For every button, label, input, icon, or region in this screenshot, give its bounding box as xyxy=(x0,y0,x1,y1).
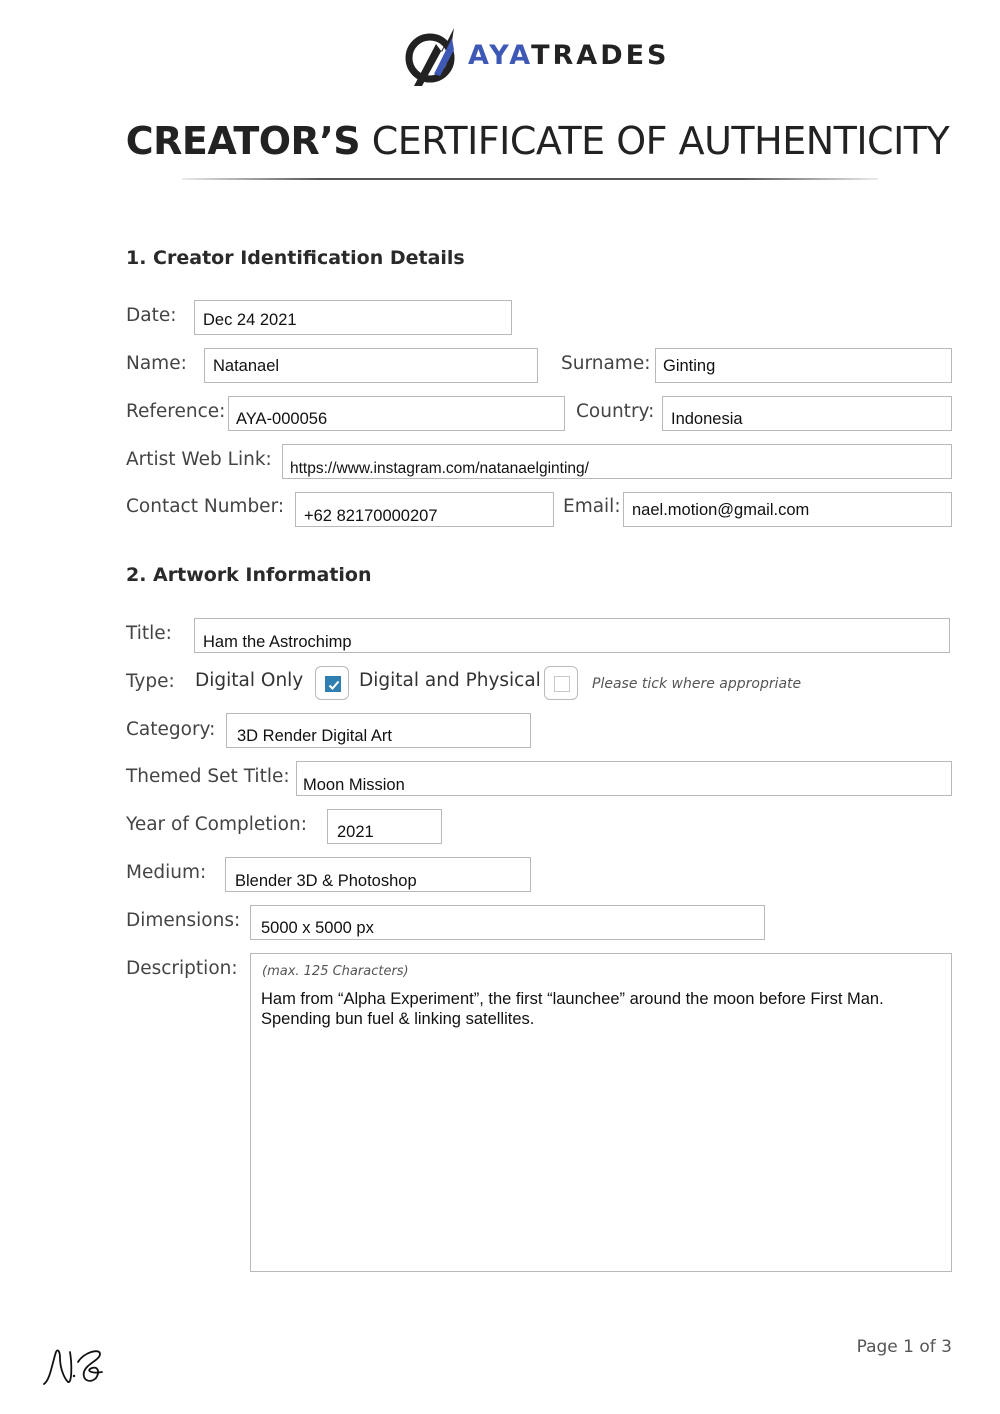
year-of-completion-value: 2021 xyxy=(337,823,374,841)
medium-label: Medium: xyxy=(126,862,207,883)
reference-label: Reference: xyxy=(126,401,226,422)
document-title-regular: CERTIFICATE OF AUTHENTICITY xyxy=(360,119,950,163)
title-divider xyxy=(182,178,878,180)
artist-web-link-label: Artist Web Link: xyxy=(126,449,272,470)
country-value: Indonesia xyxy=(671,410,743,428)
medium-value: Blender 3D & Photoshop xyxy=(235,872,417,890)
themed-set-title-field[interactable] xyxy=(296,761,952,796)
title-field[interactable] xyxy=(194,618,950,653)
digital-only-checkbox-box xyxy=(325,676,341,692)
artist-web-link-value: https://www.instagram.com/natanaelginting/ xyxy=(290,460,589,477)
medium-field[interactable] xyxy=(225,857,531,892)
dimensions-value: 5000 x 5000 px xyxy=(261,919,374,937)
reference-value: AYA-000056 xyxy=(236,410,328,428)
country-field[interactable] xyxy=(662,396,952,431)
description-label: Description: xyxy=(126,958,238,979)
year-of-completion-field[interactable] xyxy=(327,809,442,844)
type-hint: Please tick where appropriate xyxy=(592,676,802,692)
contact-number-label: Contact Number: xyxy=(126,496,285,517)
brand-name xyxy=(468,40,670,72)
themed-set-title-label: Themed Set Title: xyxy=(126,766,290,787)
category-value: 3D Render Digital Art xyxy=(237,727,392,745)
type-digital-only-label: Digital Only xyxy=(195,670,304,691)
digital-only-checkbox[interactable] xyxy=(315,666,349,700)
digital-physical-checkbox[interactable] xyxy=(544,666,578,700)
type-label: Type: xyxy=(126,671,175,692)
dimensions-field[interactable] xyxy=(250,905,765,940)
email-label: Email: xyxy=(563,496,621,517)
contact-number-value: +62 82170000207 xyxy=(304,507,438,525)
email-value: nael.motion@gmail.com xyxy=(632,501,810,519)
ayatrades-logo-icon xyxy=(404,24,460,90)
title-label: Title: xyxy=(126,623,172,644)
dimensions-label: Dimensions: xyxy=(126,910,241,931)
date-label: Date: xyxy=(126,305,177,326)
surname-label: Surname: xyxy=(561,353,651,374)
description-hint: (max. 125 Characters) xyxy=(262,964,409,979)
email-field[interactable] xyxy=(623,492,952,527)
category-label: Category: xyxy=(126,719,216,740)
brand-name-aya: AYA xyxy=(468,40,532,71)
check-icon xyxy=(327,678,341,692)
page-number: Page 1 of 3 xyxy=(856,1337,952,1357)
name-value: Natanael xyxy=(213,357,280,375)
year-of-completion-label: Year of Completion: xyxy=(126,814,307,835)
section-2-heading: 2. Artwork Information xyxy=(126,564,372,586)
digital-physical-checkbox-box xyxy=(554,676,570,692)
description-value: Ham from “Alpha Experiment”, the first “launchee” around the moon before First Man. Spending bun fuel & linking satellites. xyxy=(261,990,884,1028)
signature-initials xyxy=(40,1344,110,1390)
themed-set-title-value: Moon Mission xyxy=(303,776,405,794)
document-title-bold: CREATOR’S xyxy=(125,119,361,163)
surname-field[interactable] xyxy=(655,348,952,383)
title-value: Ham the Astrochimp xyxy=(203,633,352,651)
brand-name-trades: TRADES xyxy=(531,40,670,71)
artist-web-link-field[interactable] xyxy=(282,444,952,479)
reference-field[interactable] xyxy=(228,396,565,431)
description-field[interactable] xyxy=(250,953,952,1272)
date-field[interactable] xyxy=(194,300,512,335)
contact-number-field[interactable] xyxy=(295,492,554,527)
document-title xyxy=(0,118,1000,164)
country-label: Country: xyxy=(576,401,655,422)
category-field[interactable] xyxy=(226,713,531,748)
section-1-heading: 1. Creator Identification Details xyxy=(126,247,465,269)
type-digital-physical-label: Digital and Physical xyxy=(359,670,541,691)
name-field[interactable] xyxy=(204,348,538,383)
name-label: Name: xyxy=(126,353,187,374)
surname-value: Ginting xyxy=(663,357,716,375)
date-value: Dec 24 2021 xyxy=(203,311,297,329)
